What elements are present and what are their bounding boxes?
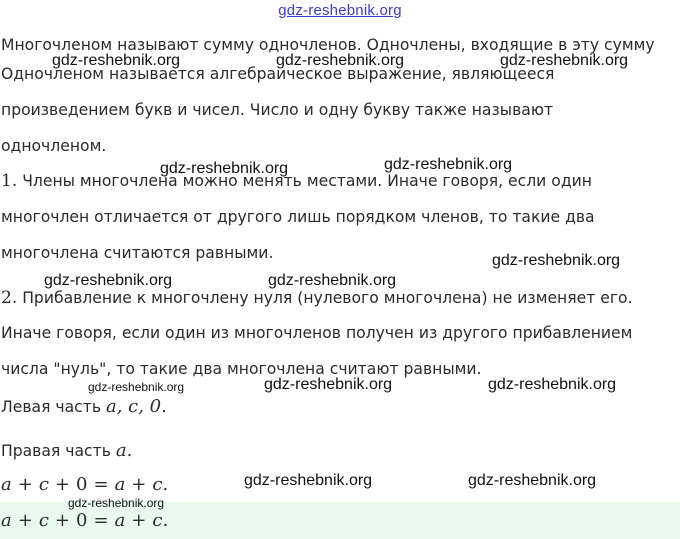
left-part-math: a, c, 0. — [105, 396, 167, 417]
watermark: gdz-reshebnik.org — [488, 376, 617, 393]
rule-1-number: 1. — [1, 171, 18, 191]
eq-zero: 0 — [76, 474, 88, 495]
rule-1-line-3: многочлена считаются равными. — [1, 244, 274, 262]
definition-line-1: Многочленом называют сумму одночленов. Одночлены, входящие в эту сумму — [1, 36, 655, 54]
rule-1-text: Члены многочлена можно менять местами. Иначе говоря, если один — [17, 172, 592, 190]
definition-line-2: Одночленом называется алгебраическое выражение, являющееся — [1, 65, 555, 83]
watermark: gdz-reshebnik.org — [52, 52, 181, 69]
left-part-label: Левая часть — [1, 398, 106, 416]
eq-term-c: c — [38, 474, 49, 495]
watermark: gdz-reshebnik.org — [244, 472, 373, 489]
watermark: gdz-reshebnik.org — [264, 376, 393, 393]
eq-plus: + — [54, 474, 71, 495]
definition-line-3: произведением букв и чисел. Число и одну букву также называют — [1, 101, 554, 119]
rule-2-number: 2. — [1, 288, 18, 308]
watermark: gdz-reshebnik.org — [276, 52, 405, 69]
solution-equation — [1, 474, 168, 495]
watermark: gdz-reshebnik.org — [384, 156, 513, 173]
ans-equals: = — [93, 510, 109, 531]
right-part-label: Правая часть — [1, 442, 116, 460]
rule-2-line-2: Иначе говоря, если один из многочленов получен из другого прибавлением — [1, 324, 633, 342]
rule-1-line-1 — [1, 171, 592, 191]
watermark: gdz-reshebnik.org — [500, 52, 629, 69]
watermark: gdz-reshebnik.org — [492, 252, 621, 269]
eq-term-c: c. — [152, 474, 169, 495]
ans-plus: + — [131, 510, 147, 531]
right-part-math: a. — [115, 440, 133, 461]
watermark: gdz-reshebnik.org — [44, 272, 173, 289]
watermark: gdz-reshebnik.org — [68, 496, 165, 510]
definition-line-4: одночленом. — [1, 137, 107, 155]
site-link[interactable]: gdz-reshebnik.org — [278, 2, 402, 19]
rule-1-line-2: многочлен отличается от другого лишь порядком членов, то такие два — [1, 208, 595, 226]
right-part-line — [1, 440, 132, 461]
eq-term-a: a — [114, 474, 126, 495]
ans-zero: 0 — [76, 510, 88, 531]
ans-term-a: a — [114, 510, 126, 531]
eq-equals: = — [93, 474, 109, 495]
eq-plus: + — [131, 474, 147, 495]
watermark: gdz-reshebnik.org — [268, 272, 397, 289]
rule-2-text: Прибавление к многочлену нуля (нулевого многочлена) не изменяет его. — [17, 289, 633, 307]
ans-plus: + — [54, 510, 71, 531]
ans-term-c: c — [38, 510, 49, 531]
rule-2-line-3: числа "нуль", то такие два многочлена считают равными. — [1, 360, 482, 378]
rule-2-line-1 — [1, 288, 633, 308]
answer-equation — [1, 510, 168, 531]
left-part-line — [1, 396, 167, 417]
watermark: gdz-reshebnik.org — [160, 160, 289, 177]
watermark: gdz-reshebnik.org — [468, 472, 597, 489]
eq-plus: + — [17, 474, 33, 495]
ans-term-c: c. — [152, 510, 169, 531]
eq-term-a: a — [1, 474, 12, 495]
ans-plus: + — [17, 510, 33, 531]
ans-term-a: a — [1, 510, 12, 531]
watermark: gdz-reshebnik.org — [88, 380, 185, 394]
